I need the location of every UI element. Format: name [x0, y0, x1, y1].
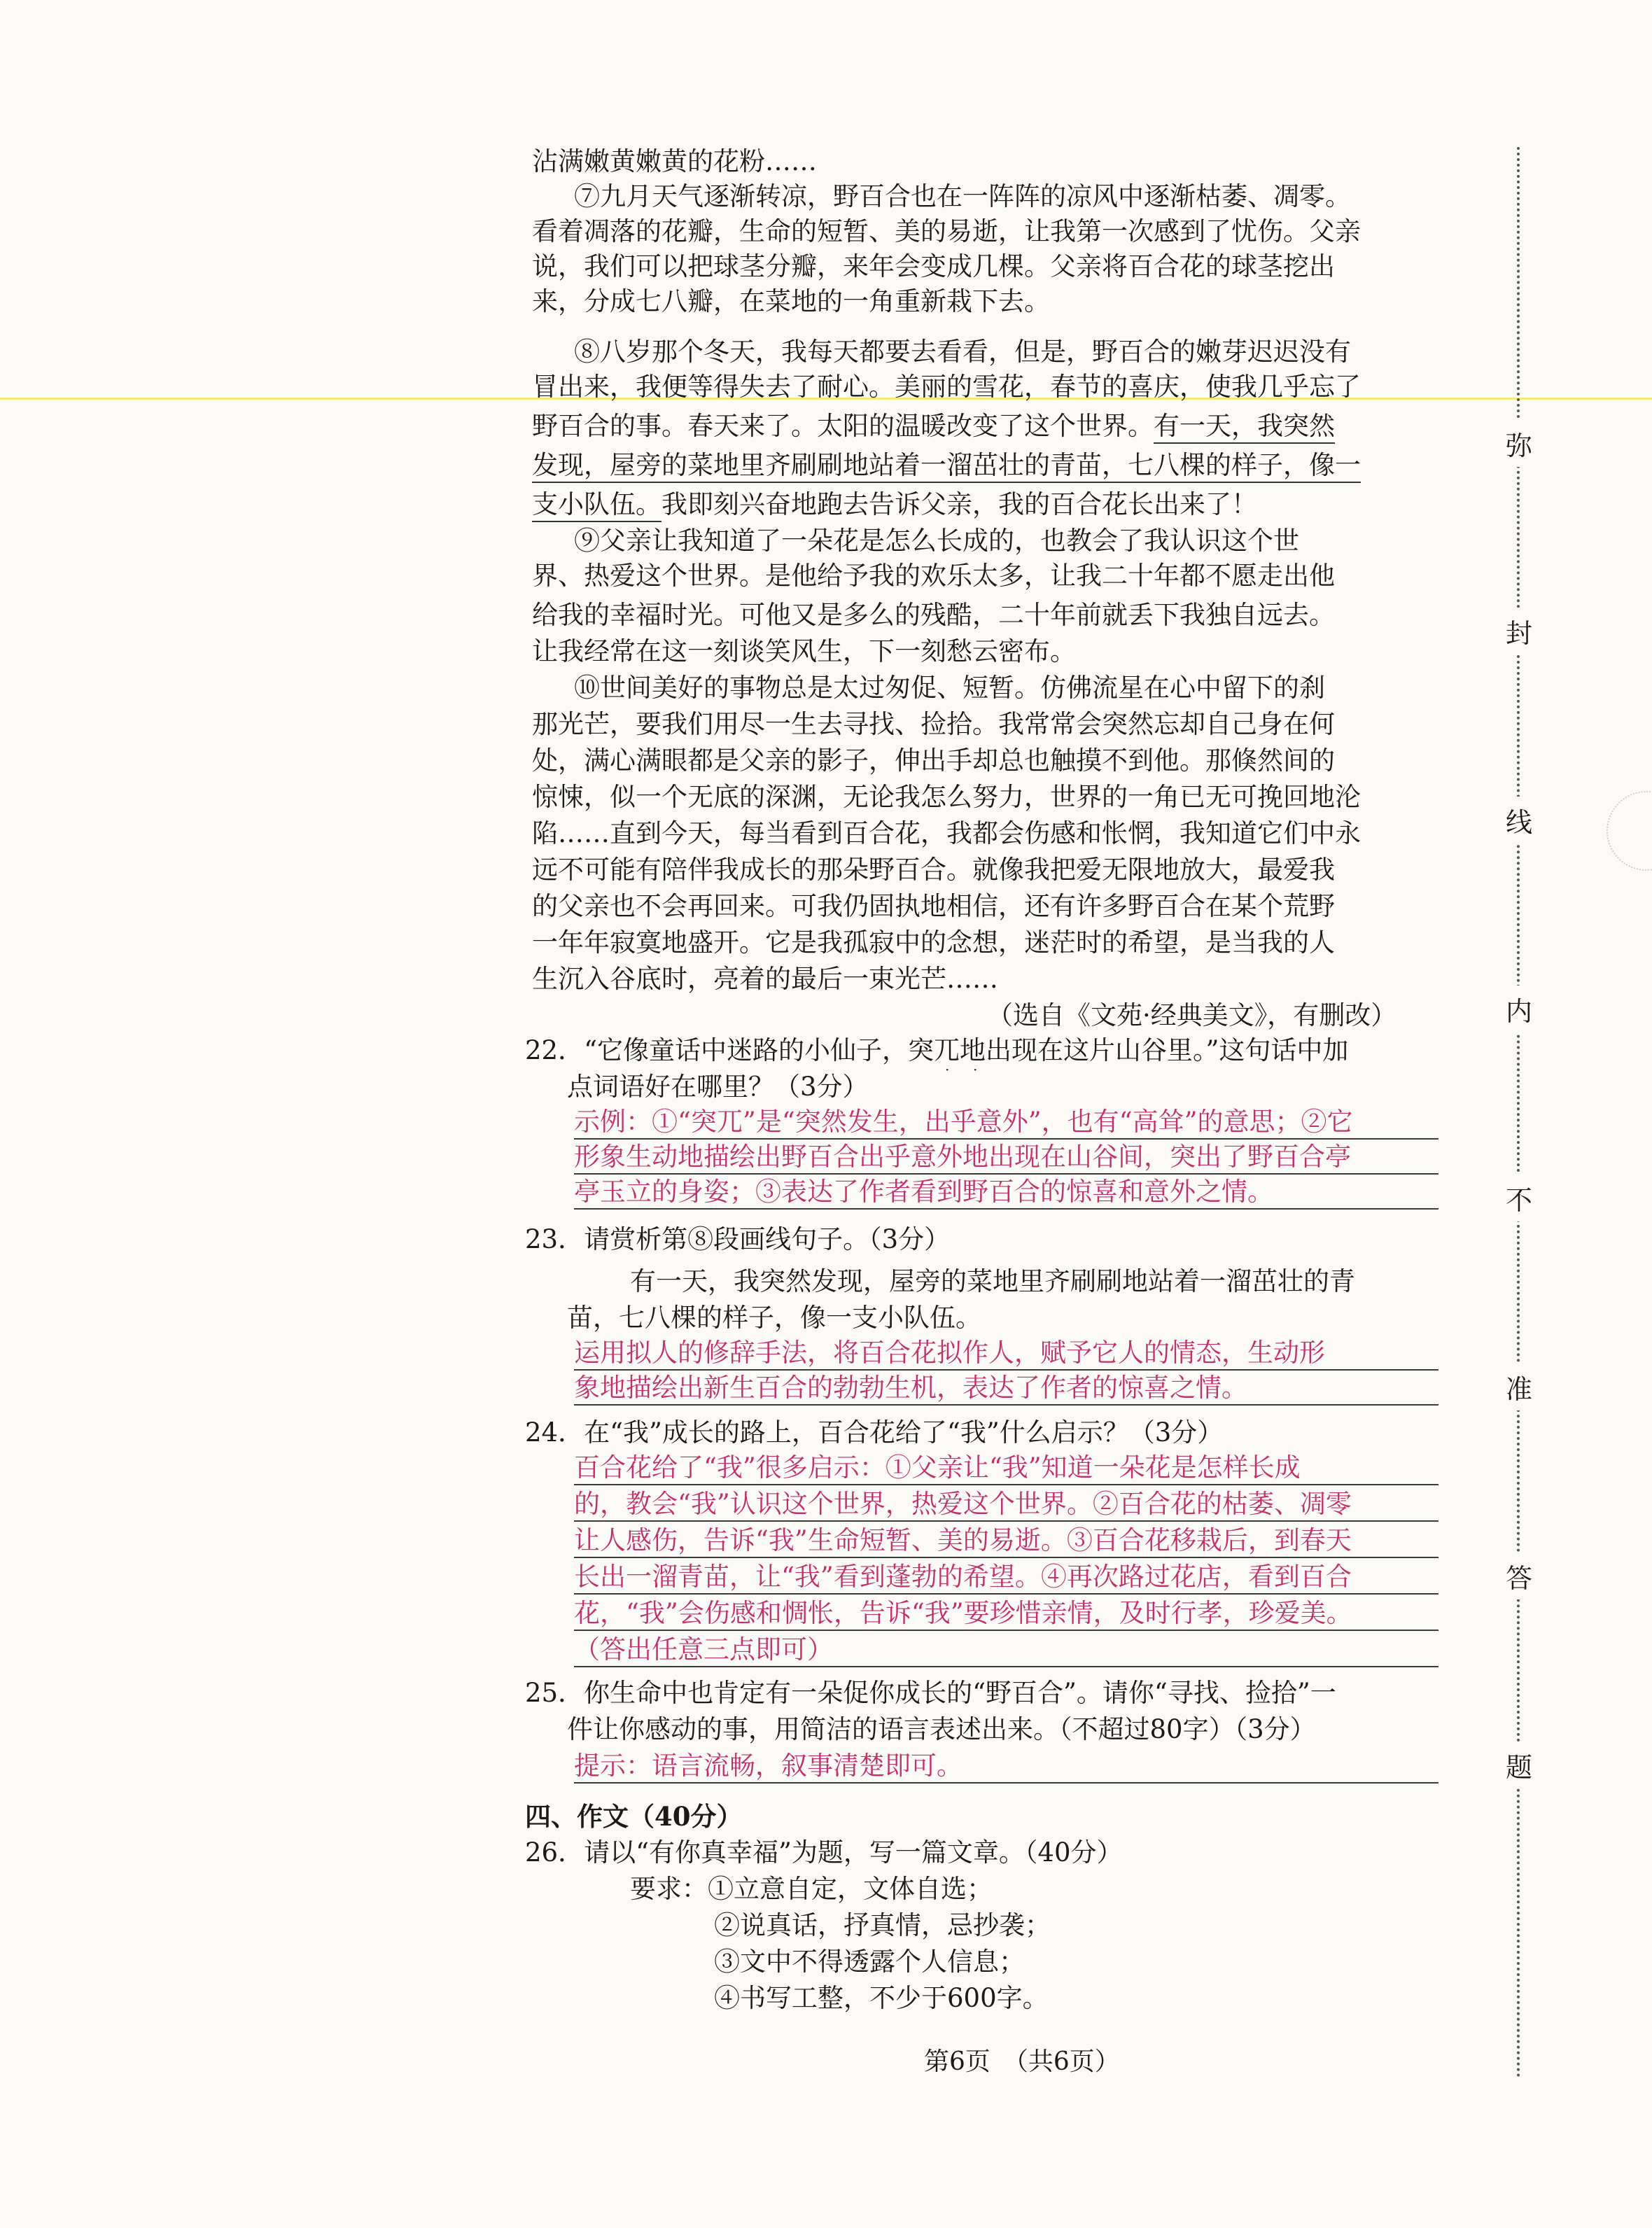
seal-char: 封	[1498, 608, 1540, 654]
question-22-stem: 22．“它像童话中迷路的小仙子，突兀地出现在这片山谷里。”这句话中加	[525, 1035, 1349, 1065]
faint-stamp-mark	[1606, 791, 1652, 871]
paragraph-10-line: 那光芒，要我们用尽一生去寻找、捡拾。我常常会突然忘却自己身在何	[532, 709, 1335, 739]
text-line: 沾满嫩黄嫩黄的花粉……	[532, 146, 817, 176]
right-page-footer: 第6页 （共6页）	[924, 2047, 1120, 2076]
paragraph-8-line: 支小队伍。我即刻兴奋地跑去告诉父亲，我的百合花长出来了！	[532, 489, 1257, 521]
paragraph-9-line: 给我的幸福时光。可他又是多么的残酷，二十年前就丢下我独自远去。	[532, 600, 1335, 630]
paragraph-10-line: 一年年寂寞地盛开。它是我孤寂中的念想，迷茫时的希望，是当我的人	[532, 927, 1335, 958]
section-heading: 四、作文（40分）	[525, 1801, 743, 1832]
question-25-stem: 25．你生命中也肯定有一朵促你成长的“野百合”。请你“寻找、捡拾”一	[525, 1678, 1336, 1708]
quoted-sentence: 苗，七八棵的样子，像一支小队伍。	[567, 1303, 981, 1333]
answer-line: 让人感伤，告诉“我”生命短暂、美的易逝。③百合花移栽后，到春天	[574, 1525, 1438, 1558]
requirements-line: ②说真话，抒真情，忌抄袭；	[714, 1910, 1051, 1940]
question-25-stem: 件让你感动的事，用简洁的语言表述出来。（不超过80字）（3分）	[567, 1714, 1316, 1744]
paragraph-10-line: 的父亲也不会再回来。可我仍固执地相信，还有许多野百合在某个荒野	[532, 891, 1335, 921]
answer-line: 运用拟人的修辞手法，将百合花拟作人，赋予它人的情态，生动形	[574, 1337, 1438, 1371]
question-22-stem: 点词语好在哪里？（3分）	[567, 1072, 869, 1102]
seal-char: 准	[1498, 1364, 1540, 1410]
paragraph-10-line: 处，满心满眼都是父亲的影子，伸出手却总也触摸不到他。那倏然间的	[532, 745, 1335, 776]
answer-line: 示例：①“突兀”是“突然发生，出乎意外”，也有“高耸”的意思；②它	[574, 1106, 1438, 1140]
answer-line: 长出一溜青苗，让“我”看到蓬勃的希望。④再次路过花店，看到百合	[574, 1561, 1438, 1595]
seal-char: 答	[1498, 1553, 1540, 1599]
paragraph-10-line: 远不可能有陪伴我成长的那朵野百合。就像我把爱无限地放大，最爱我	[532, 855, 1335, 885]
source-note: （选自《文苑·经典美文》，有删改）	[987, 1000, 1397, 1030]
paragraph-9-line: ⑨父亲让我知道了一朵花是怎么长成的，也教会了我认识这个世	[574, 526, 1299, 556]
answer-line: （答出任意三点即可）	[574, 1634, 1438, 1667]
quoted-sentence: 有一天，我突然发现，屋旁的菜地里齐刷刷地站着一溜茁壮的青	[630, 1266, 1355, 1296]
requirements-line: 要求：①立意自定，文体自选；	[630, 1874, 993, 1904]
answer-line: 的，教会“我”认识这个世界，热爱这个世界。②百合花的枯萎、凋零	[574, 1488, 1438, 1522]
underlined-sentence: 有一天，我突然	[1154, 411, 1335, 444]
emphasis-dot: ·	[973, 1061, 978, 1078]
question-23-stem: 23．请赏析第⑧段画线句子。（3分）	[525, 1224, 951, 1254]
answer-line: 百合花给了“我”很多启示：①父亲让“我”知道一朵花是怎样长成	[574, 1452, 1438, 1485]
paragraph-8-line: ⑧八岁那个冬天，我每天都要去看看，但是，野百合的嫩芽迟迟没有	[574, 337, 1351, 367]
requirements-line: ③文中不得透露个人信息；	[714, 1947, 1025, 1977]
paragraph-8-line: 野百合的事。春天来了。太阳的温暖改变了这个世界。有一天，我突然	[532, 410, 1335, 442]
paragraph-10-line: 生沉入谷底时，亮着的最后一束光芒……	[532, 964, 998, 994]
paragraph-10-line: 惊悚，似一个无底的深渊，无论我怎么努力，世界的一角已无可挽回地沦	[532, 782, 1361, 812]
underlined-sentence: 发现，屋旁的菜地里齐刷刷地站着一溜茁壮的青苗，七八棵的样子，像一	[532, 450, 1361, 483]
paragraph-7-line: 看着凋落的花瓣，生命的短暂、美的易逝，让我第一次感到了忧伤。父亲	[532, 216, 1361, 246]
paragraph-10-line: 陷……直到今天，每当看到百合花，我都会伤感和怅惘，我知道它们中永	[532, 818, 1361, 848]
paragraph-9-line: 让我经常在这一刻谈笑风生，下一刻愁云密布。	[532, 636, 1076, 666]
paragraph-9-line: 界、热爱这个世界。是他给予我的欢乐太多，让我二十年都不愿走出他	[532, 561, 1335, 591]
requirements-line: ④书写工整，不少于600字。	[714, 1983, 1049, 2013]
paragraph-8-line	[532, 449, 1361, 482]
question-26-stem: 26．请以“有你真幸福”为题，写一篇文章。（40分）	[525, 1837, 1123, 1868]
answer-line: 提示：语言流畅，叙事清楚即可。	[574, 1750, 1438, 1784]
question-24-stem: 24．在“我”成长的路上，百合花给了“我”什么启示？（3分）	[525, 1417, 1224, 1448]
paragraph-7-line: 来，分成七八瓣，在菜地的一角重新栽下去。	[532, 286, 1050, 316]
paragraph-7-line: ⑦九月天气逐渐转凉，野百合也在一阵阵的凉风中逐渐枯萎、凋零。	[574, 181, 1351, 211]
seal-char: 不	[1498, 1175, 1540, 1221]
seal-char: 题	[1498, 1742, 1540, 1788]
seal-char: 线	[1498, 797, 1540, 843]
paragraph-10-line: ⑩世间美好的事物总是太过匆促、短暂。仿佛流星在心中留下的刹	[574, 673, 1325, 703]
emphasis-dot: ·	[945, 1061, 950, 1078]
seal-char: 内	[1498, 986, 1540, 1032]
paragraph-8-line: 冒出来，我便等得失去了耐心。美丽的雪花，春节的喜庆，使我几乎忘了	[532, 372, 1361, 402]
seal-char: 弥	[1498, 420, 1540, 467]
paragraph-7-line: 说，我们可以把球茎分瓣，来年会变成几棵。父亲将百合花的球茎挖出	[532, 251, 1335, 281]
answer-line: 形象生动地描绘出野百合出乎意外地出现在山谷间，突出了野百合亭	[574, 1141, 1438, 1175]
answer-line: 花，“我”会伤感和惆怅，告诉“我”要珍惜亲情，及时行孝，珍爱美。	[574, 1597, 1438, 1631]
answer-line: 亭玉立的身姿；③表达了作者看到野百合的惊喜和意外之情。	[574, 1176, 1438, 1210]
answer-line: 象地描绘出新生百合的勃勃生机，表达了作者的惊喜之情。	[574, 1372, 1438, 1406]
underlined-sentence: 支小队伍。	[532, 489, 662, 522]
